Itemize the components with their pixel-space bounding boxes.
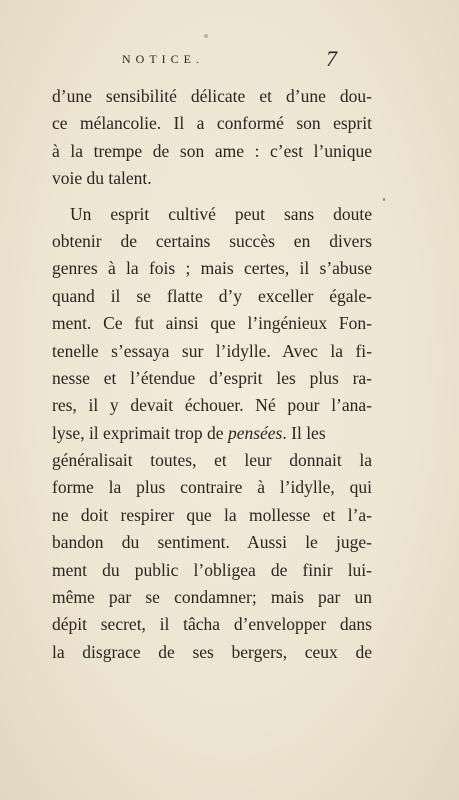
text-line: nesse et l’étendue d’esprit les plus ra- xyxy=(52,367,372,388)
text-line: Un esprit cultivé peut sans doute xyxy=(70,203,372,224)
italic-word: pensées xyxy=(227,422,283,443)
text-segment: . Il les xyxy=(282,422,326,443)
text-line: quand il se flatte d’y exceller égale- xyxy=(52,285,372,306)
text-line: ne doit respirer que la mollesse et l’a- xyxy=(52,504,372,525)
text-line: ment du public l’obligea de finir lui- xyxy=(52,559,372,580)
body-text xyxy=(52,83,372,666)
text-line: forme la plus contraire à l’idylle, qui xyxy=(52,477,372,498)
text-line: obtenir de certains succès en divers xyxy=(52,230,372,251)
text-line: à la trempe de son ame : c’est l’unique xyxy=(52,140,372,161)
text-line: tenelle s’essaya sur l’idylle. Avec la fi- xyxy=(52,340,372,361)
text-line: ce mélancolie. Il a conformé son esprit xyxy=(52,113,372,134)
text-segment: lyse, il exprimait trop de xyxy=(52,422,228,443)
text-line: même par se condamner; mais par un xyxy=(52,587,372,608)
text-line: res, il y devait échouer. Né pour l’ana- xyxy=(52,395,372,416)
ink-mark xyxy=(383,198,385,201)
text-line: d’une sensibilité délicate et d’une dou- xyxy=(52,86,372,106)
text-line: dépit secret, il tâcha d’envelopper dans xyxy=(52,614,372,635)
paper-stain xyxy=(204,34,208,38)
running-head xyxy=(0,46,459,76)
text-line: bandon du sentiment. Aussi le juge- xyxy=(52,532,372,553)
page-number: 7 xyxy=(326,46,337,71)
text-line: genres à la fois ; mais certes, il s’abuse xyxy=(52,258,372,279)
text-line: ment. Ce fut ainsi que l’ingénieux Fon- xyxy=(52,313,372,334)
text-line: la disgrace de ses bergers, ceux de xyxy=(52,641,372,662)
text-line: voie du talent. xyxy=(52,168,152,189)
running-title: NOTICE. xyxy=(122,52,204,66)
text-line-with-italic xyxy=(52,420,372,447)
text-line: généralisait toutes, et leur donnait la xyxy=(52,450,372,471)
